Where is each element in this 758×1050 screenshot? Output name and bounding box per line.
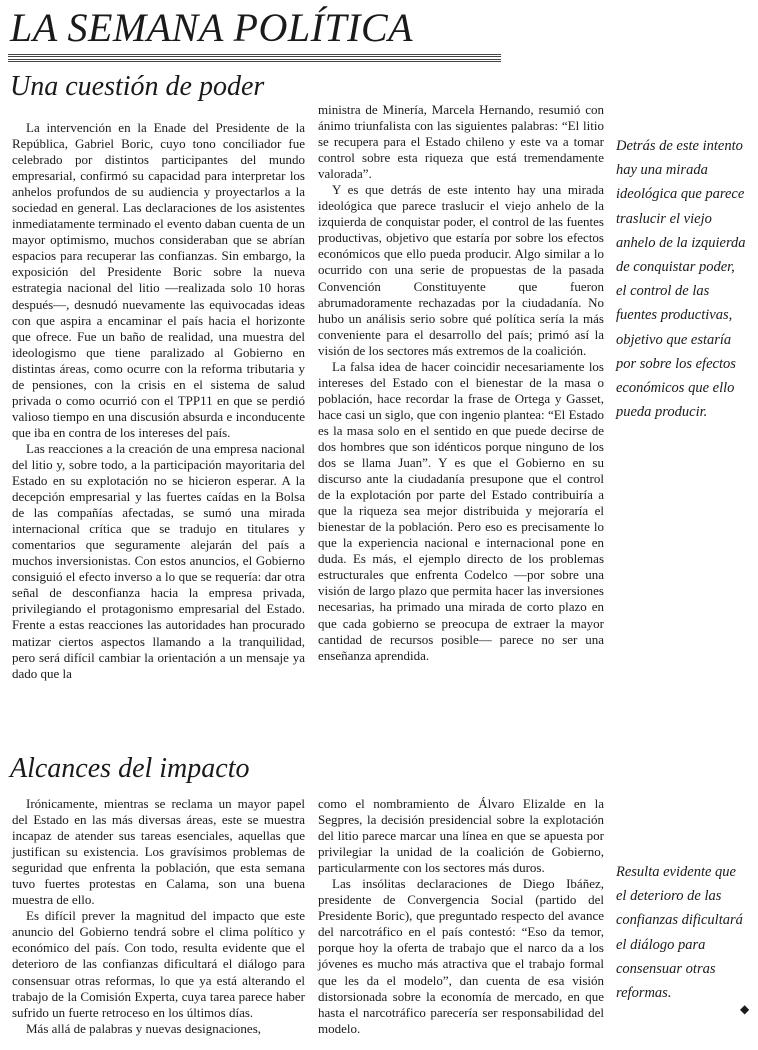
masthead-rule [8,54,501,64]
paragraph: Más allá de palabras y nuevas designaciones, [26,1020,262,1036]
paragraph: La intervención en la Enade del Presidente de la República, Gabriel Boric, cuyo tono conciliador fue celebrado por distintos participantes del mundo empresarial, confirmó su capacidad para interpretar los anhelos profundos de su audiencia y proyectarlos a la sociedad en general. Las declaraciones de los asistentes inmediatamente terminado el evento daban cuenta de un mayor optimismo, muchos consideraban que se abrían espacios para recuperar las confianzas. Sin embargo, la exposición del Presidente Boric sobre la nueva estrategia nacional del litio —realizada solo 10 horas después—, desnudó nuevamente las equivocadas ideas con que aspira a encaminar el país hacia el horizonte que ofrece. Fue un baño de realidad, una muestra del ideologismo que tiene paralizado al Gobierno en distintas áreas, como ocurre con la reforma tributaria y de pensiones, con la crisis en el sistema de salud privada o como ocurrió con el TPP11 en que se perdió valioso tiempo en una discusión absurda e inconducente que iba en contra de los intereses del país. [12,120,305,440]
article1-column1 [12,120,305,682]
section-title-impacto: Alcances del impacto [10,753,250,784]
article1-column2 [318,102,604,664]
end-diamond-icon: ◆ [740,1002,750,1016]
paragraph: ministra de Minería, Marcela Hernando, resumió con ánimo triunfalista con las siguientes palabras: “El litio se recupera para el Estado chileno y este va a tomar control sobre esta riqueza que está tremendamente valorada”. [318,102,604,182]
paragraph: Y es que detrás de este intento hay una mirada ideológica que parece traslucir el viejo anhelo de la izquierda de conquistar poder, el control de las fuentes productivas, objetivo que estaría por sobre los efectos económicos que ello pueda producir. Algo similar a lo ocurrido con una serie de propuestas de la pasada Convención Constituyente que fueron abrumadoramente rechazadas por la ciudadanía. No hubo un análisis serio sobre qué política sería la más conveniente para el desarrollo del país; primó así la visión de los sectores más extremos de la coalición. [318,182,604,358]
pullquote: Detrás de este intento hay una mirada ideológica que parece traslucir el viejo anhelo de la izquierda de conquistar poder, el control de las fuentes productivas, objetivo que estaría por sobre los efectos económicos que ello pueda producir. [616,138,746,421]
paragraph: Es difícil prever la magnitud del impacto que este anuncio del Gobierno tendrá sobre el clima político y económico del país. Con todo, resulta evidente que el deterioro de las confianzas dificultará el diálogo para consensuar otras reformas, lo que ya está alterando el trabajo de la Comisión Experta, cuya tarea parece haber sufrido un fuerte retroceso en los últimos días. [12,908,305,1020]
article2-column2 [318,796,604,1037]
section-title-poder: Una cuestión de poder [10,71,265,102]
paragraph: Las reacciones a la creación de una empresa nacional del litio y, sobre todo, a la participación mayoritaria del Estado en su explotación no se hicieron esperar. A la decepción empresarial y las fuertes caídas en la Bolsa de las compañías afectadas, se sumó una mirada internacional crítica que se tradujo en titulares y comentarios que seguramente alejarán del país a muchos inversionistas. Con estos anuncios, el Gobierno consiguió el efecto inverso a lo que se requería: dar otra señal de desconfianza hacia la empresa privada, privilegiando el protagonismo empresarial del Estado. Frente a estas reacciones las autoridades han procurado matizar ciertos aspectos llamando a la tranquilidad, pero será difícil cambiar la orientación a un mensaje ya dado que la [12,440,305,681]
paragraph: como el nombramiento de Álvaro Elizalde en la Segpres, la decisión presidencial sobre la explotación del litio parece marcar una línea en que se apuesta por privilegiar la unidad de la coalición de Gobierno, particularmente con los sectores más duros. [318,796,604,876]
paragraph: La falsa idea de hacer coincidir necesariamente los intereses del Estado con el bienestar de la masa o población, hace recordar la frase de Ortega y Gasset, hace casi un siglo, que con ingenio plantea: “El Estado es la masa solo en el sentido en que puede decirse de dos hombres que son idénticos porque ninguno de los dos se llama Juan”. Y es que el Gobierno en su discurso ante la ciudadanía presupone que el control de la explotación por parte del Estado contribuiría a que la riqueza sea mejor distribuida y mejoraría el bienestar de la población. Pero eso es precisamente lo que la experiencia nacional e internacional pone en duda. Es más, el ejemplo directo de los problemas estructurales que enfrenta Codelco —por sobre una visión de largo plazo que permita hacer las inversiones necesarias, ha primado una mirada de corto plazo en que cada gobierno se preocupa de extraer la mayor cantidad de recursos posible— parece no ser una enseñanza aprendida. [318,358,604,663]
masthead-title: LA SEMANA POLÍTICA [10,5,414,50]
paragraph: Irónicamente, mientras se reclama un mayor papel del Estado en las más diversas áreas, este se muestra incapaz de atender sus tareas esenciales, aquellas que justifican su existencia. Los gravísimos problemas de seguridad que enfrenta la población, que esta semana tuvo fuertes protestas en Calama, son una buena muestra de ello. [12,796,305,908]
paragraph: Las insólitas declaraciones de Diego Ibáñez, presidente de Convergencia Social (partido del Presidente Boric), que preguntado respecto del avance del narcotráfico en el país contestó: “Eso da temor, porque hoy la oferta de trabajo que el narco da a los jóvenes es mucho más atractiva que el trabajo formal que les da el modelo”, dan cuenta de esa visión distorsionada sobre la economía de mercado, en que hasta el narcotráfico parecería ser responsabilidad del modelo. [318,876,604,1036]
article2-column1 [12,796,305,1037]
pullquote: Resulta evidente que el deterioro de las confianzas dificultará el diálogo para consensuar otras reformas. [616,864,743,1002]
